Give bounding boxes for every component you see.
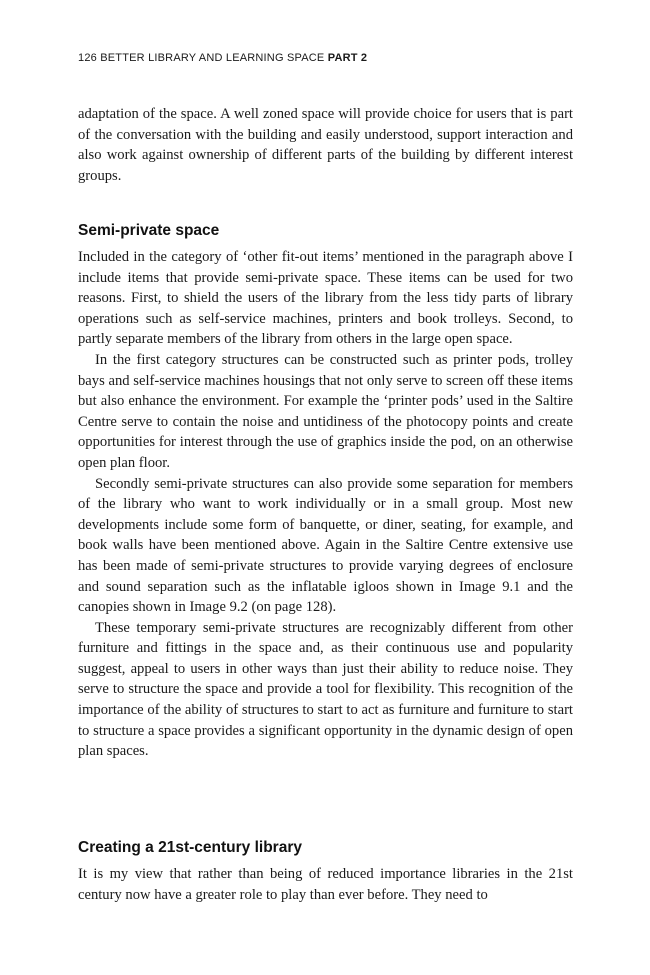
paragraph: In the first category structures can be constructed such as printer pods, trolley bays and self-service machines housings that not only serve to screen off these items but also enhance the environment. For example the ‘printer pods’ used in the Saltire Centre serve to contain the noise and untidiness of the photocopy points and create opportunities for interest through the use of graphics inside the pod, on an otherwise open plan floor. — [78, 351, 573, 471]
running-head — [78, 52, 367, 64]
part-label: PART 2 — [327, 52, 368, 64]
section-heading-21st-century: Creating a 21st-century library — [78, 839, 302, 856]
section-body-semi-private — [78, 247, 573, 762]
intro-paragraph: adaptation of the space. A well zoned space will provide choice for users that is part of the conversation with the building and easily understood, support interaction and also work against ownership of different parts of the building by different interest groups. — [78, 106, 573, 184]
section-body-21st-century — [78, 864, 573, 905]
book-title: BETTER LIBRARY AND LEARNING SPACE — [100, 52, 325, 64]
paragraph: Secondly semi-private structures can also provide some separation for members of the library who want to work individually or in a small group. Most new developments include some form of banquette, or diner, seating, for example, and book walls have been mentioned above. Again in the Saltire Centre extensive use has been made of semi-private structures to provide varying degrees of enclosure and sound separation such as the inflatable igloos shown in Image 9.1 and the canopies shown in Image 9.2 (on page 128). — [78, 475, 573, 616]
paragraph: These temporary semi-private structures are recognizably different from other furniture and fittings in the space and, as their continuous use and popularity suggest, appeal to users in other ways than just their ability to reduce noise. They serve to structure the space and provide a tool for flexibility. This recognition of the importance of the ability of structures to start to act as furniture and furniture to start to structure a space provides a significant opportunity in the dynamic design of open plan spaces. — [78, 619, 573, 760]
section-heading-semi-private: Semi-private space — [78, 222, 220, 239]
paragraph: Included in the category of ‘other fit-out items’ mentioned in the paragraph above I include items that provide semi-private space. These items can be used for two reasons. First, to shield the users of the library from the less tidy parts of library operations such as self-service machines, printers and book trolleys. Second, to partly separate members of the library from others in the large open space. — [78, 249, 573, 348]
paragraph: It is my view that rather than being of reduced importance libraries in the 21st century now have a greater role to play than ever before. They need to — [78, 866, 573, 903]
page-number: 126 — [78, 52, 97, 64]
